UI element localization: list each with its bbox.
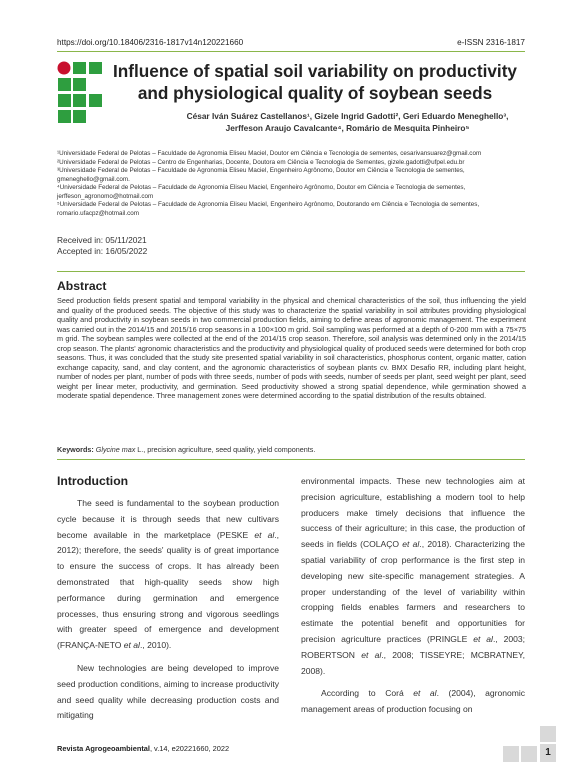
volume-info: , v.14, e20221660, 2022 <box>149 744 230 753</box>
article-dates <box>57 235 147 257</box>
footer-decoration <box>503 746 519 762</box>
eissn: e-ISSN 2316-1817 <box>457 38 525 47</box>
footer-citation <box>57 744 229 753</box>
author-line-2: Jerffeson Araujo Cavalcante⁴, Romário de Mesquita Pinheiro⁵ <box>225 122 470 133</box>
header-divider <box>57 51 525 52</box>
affiliation-2: ²Universidade Federal de Pelotas – Centro de Engenharias, Docente, Doutora em Ciência e Tecnologia de Sementes, gizele.gadotti@ufpel.edu.br <box>57 158 465 166</box>
affiliation-1: ¹Universidade Federal de Pelotas – Faculdade de Agronomia Eliseu Maciel, Doutor em Ciência e Tecnologia de sementes, cesarivansuarez@gmail.com <box>57 150 482 157</box>
author-list <box>170 111 525 134</box>
paragraph: The seed is fundamental to the soybean production cycle because it is through seeds that new cultivars become available in the marketplace (PESKE et al., 2012); therefore, the seeds' quality is of great importance to ensure the success of crops. It has already been demonstrated that high-quality seeds show high performance during germination and emergence processes, thus ensuring strong and vigorous seedlings with greater speed of emergence and development (FRANÇA-NETO et al., 2010). <box>57 498 280 651</box>
body-column-right <box>301 474 525 725</box>
author-line-1: César Iván Suárez Castellanos¹, Gizele Ingrid Gadotti², Geri Eduardo Meneghello³, <box>186 111 509 121</box>
accepted-date: Accepted in: 16/05/2022 <box>57 246 148 257</box>
keywords <box>57 445 526 454</box>
affiliation-4: ⁴Universidade Federal de Pelotas – Faculdade de Agronomia Eliseu Maciel, Engenheiro Agrônomo, Doutor em Ciência e Tecnologia de sementes, jerffeson_agronomo@hotmail.com <box>57 184 466 200</box>
received-date: Received in: 05/11/2021 <box>57 235 147 245</box>
affiliation-5: ⁵Universidade Federal de Pelotas – Faculdade de Agronomia Eliseu Maciel, Engenheiro Agrônomo, Doutorando em Ciência e Tecnologia de sementes, romario.ufacpz@hotmail.com <box>57 201 480 217</box>
affiliation-3: ³Universidade Federal de Pelotas – Faculdade de Agronomia Eliseu Maciel, Engenheiro Agrônomo, Doutor em Ciência e Tecnologia de sementes, gmeneghello@gmail.com. <box>57 167 465 183</box>
paragraph: environmental impacts. These new technologies aim at precision agriculture, establishing a modern tool to help producers make timely decisions that influence the success of their agriculture; in this case, the production of seeds in fields (COLAÇO et al., 2018). Characterizing the spatial variability of crop performance is the first step in developing new site-specific management strategies. A proper understanding of the level of variability within cropping fields enables farmers and researchers to estimate the potential benefit and opportunities for precision agriculture practices (PRINGLE et al., 2003; ROBERTSON et al., 2008; TISSEYRE; MCBRATNEY, 2008). <box>301 476 526 676</box>
keywords-label: Keywords: <box>57 445 94 454</box>
journal-name: Revista Agrogeoambiental <box>57 744 150 753</box>
abstract-heading: Abstract <box>57 279 107 293</box>
keywords-divider <box>57 459 525 460</box>
abstract-divider <box>57 271 525 272</box>
doi-link[interactable]: https://doi.org/10.18406/2316-1817v14n120221660 <box>57 38 244 47</box>
footer-decoration <box>521 746 537 762</box>
keywords-species: Glycine max <box>95 445 136 454</box>
institution-logo-icon <box>57 61 103 125</box>
abstract-text: Seed production fields present spatial and temporal variability in the physical and chemical characteristics of the soil, thus influencing the yield and quality of the produced seeds. The objective of this study was to characterize the spatial variability in soil attributes providing physiological quality and productivity in soybean seeds in two commercial production fields, aiming to define areas of agronomic management. The experiment was carried out in the 2014/15 and 2015/16 crop seasons in a 100×100 m grid. Soil sampling was performed at a depth of 0-200 mm with a 75×75 m grid. The soybean samples were collected at the end of the 2014/15 crop season. Therefore, soil analysis was determined only in the 2014/15 crop season. The plants' agronomic characteristics and the productivity and physiological quality of produced seeds were determined for both crop seasons. Thus, it was concluded that the study site presented spatial variability in soil characteristics, phosphorus content, organic matter, cation exchange capacity, sand, and clay content, and the agronomic characteristics of soybean plants cv. BMX Desafio RR, including plant height, number of nodes per plant, number of pods with three seeds, number of pods with seeds, number of seeds per plant, seed weight per plant, seed weight per linear meter, productivity, and germination. Seed productivity showed a strong spatial dependence, while germination showed a moderate spatial dependence. Three management zones were determined according to the spatial distribution of the results obtained. <box>57 296 526 401</box>
paragraph: According to Corá et al. (2004), agronomic management areas of production focusing on <box>301 688 525 715</box>
introduction-heading: Introduction <box>57 474 129 488</box>
logo-red-dot <box>58 62 71 75</box>
paragraph: New technologies are being developed to improve seed production conditions, aiming to increase productivity and seed quality while decreasing production costs and mitigating <box>57 662 279 721</box>
body-column-left <box>57 496 279 731</box>
affiliations <box>57 150 527 218</box>
margin-tab <box>540 726 556 742</box>
keywords-list: L., precision agriculture, seed quality, yield components. <box>135 445 316 454</box>
page-number: 1 <box>540 744 556 762</box>
article-title: Influence of spatial soil variability on productivity and physiological quality of soybean seeds <box>113 61 517 103</box>
